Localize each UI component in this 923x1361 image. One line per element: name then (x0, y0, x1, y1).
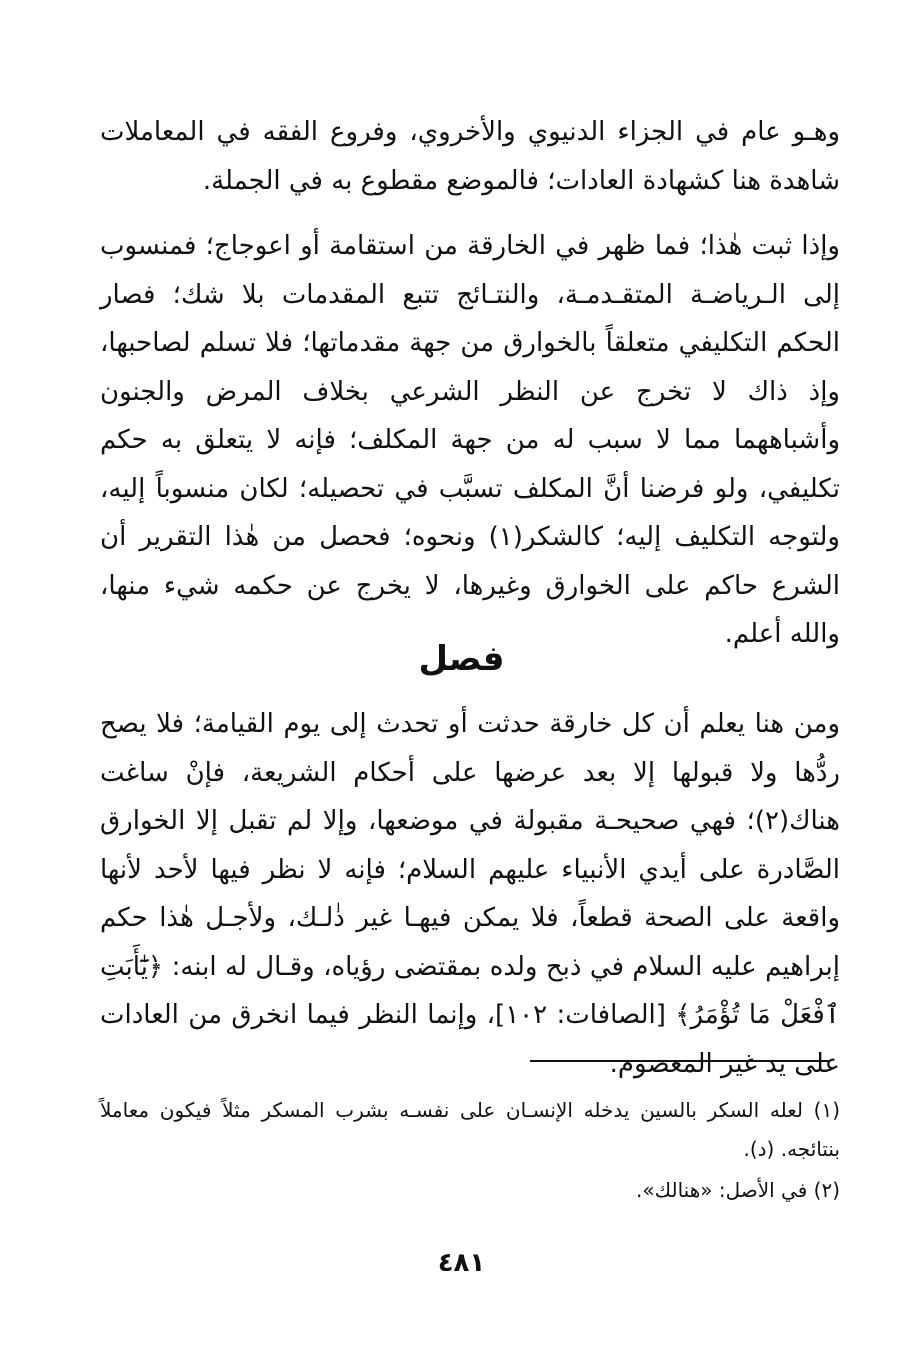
paragraph-1: وهـو عام في الجزاء الدنيوي والأخروي، وفروع الفقه في المعاملات شاهدة هنا كشهادة العادات؛ فالموضع مقطوع به في الجملة. (100, 117, 840, 196)
footnote-divider (530, 1060, 830, 1062)
paragraph-2: وإذا ثبت هٰذا؛ فما ظهر في الخارقة من استقامة أو اعوجاج؛ فمنسوب إلى الـرياضـة المتقـدمـة، والنتـائج تتبع المقدمات بلا شك؛ فصار الحكم التكليفي متعلقاً بالخوارق من جهة مقدماتها؛ فلا تسلم لصاحبها، وإذ ذاك لا تخرج عن النظر الشرعي بخلاف المرض والجنون وأشباههما مما لا سبب له من جهة المكلف؛ فإنه لا يتعلق به حكم تكليفي، ولو فرضنا أنَّ المكلف تسبَّب في تحصيله؛ لكان منسوباً إليه، ولتوجه التكليف إليه؛ كالشكر(١) ونحوه؛ فحصل من هٰذا التقرير أن الشرع حاكم على الخوارق وغيرها، لا يخرج عن حكمه شيء منها، والله أعلم. (100, 231, 840, 649)
footnote-1: (١) لعله السكر بالسين يدخله الإنسـان على نفسـه بشرب المسكر مثلاً فيكون معاملاً بنتائجه. (د). (100, 1098, 840, 1161)
page-number: ٤٨١ (437, 1248, 486, 1278)
section-heading: فصل (418, 639, 505, 679)
paragraph-3: ومن هنا يعلم أن كل خارقة حدثت أو تحدث إلى يوم القيامة؛ فلا يصح ردُّها ولا قبولها إلا بعد عرضها على أحكام الشريعة، فإنْ ساغت هناك(٢)؛ فهي صحيحـة مقبولة في موضعها، وإلا لم تقبل إلا الخوارق الصَّادرة على أيدي الأنبياء عليهم السلام؛ فإنه لا نظر فيها لأحد لأنها واقعة على الصحة قطعاً، فلا يمكن فيهـا غير ذٰلـك، ولأجـل هٰذا حكم إبراهيم عليه السلام في ذبح ولده بمقتضى رؤياه، وقـال له ابنه: ﴿يَٰٓأَبَتِ ٱفْعَلْ مَا تُؤْمَرُ﴾ [الصافات: ١٠٢]، وإنما النظر فيما انخرق من العادات على يد غير المعصوم. (100, 709, 840, 1079)
footnote-2: (٢) في الأصل: «هنالك». (636, 1178, 840, 1202)
